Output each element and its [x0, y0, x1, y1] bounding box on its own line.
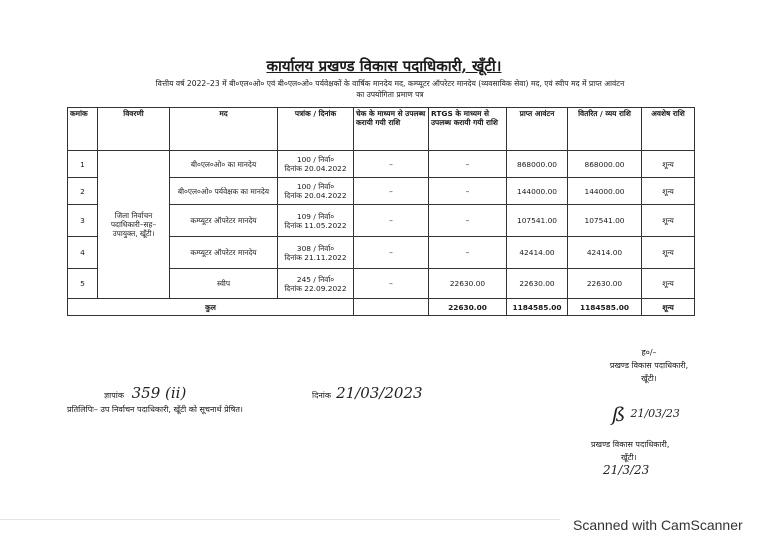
cell-cheque: – — [354, 269, 429, 299]
cell-spent: 107541.00 — [568, 205, 642, 237]
cell-received: 868000.00 — [507, 151, 568, 178]
ref-number: 308 / निर्वा० — [296, 243, 335, 253]
ref-date: दिनांक 20.04.2022 — [284, 164, 347, 173]
cell-spent: 22630.00 — [568, 269, 642, 299]
signature-date: 21/03/23 — [630, 407, 680, 420]
cell-balance: शून्य — [642, 205, 695, 237]
signed-mark: ह०/– — [641, 348, 657, 357]
total-balance: शून्य — [642, 299, 695, 316]
cell-cheque: – — [354, 237, 429, 269]
signatory-designation: प्रखण्ड विकास पदाधिकारी, — [609, 361, 689, 370]
cell-sn: 3 — [68, 205, 98, 237]
total-label: कुल — [68, 299, 354, 316]
ref-number: 109 / निर्वा० — [296, 211, 335, 221]
col-header-spent: वितरित / व्यय राशि — [568, 108, 642, 151]
cell-received: 107541.00 — [507, 205, 568, 237]
total-spent: 1184585.00 — [568, 299, 642, 316]
page-edge-line — [0, 519, 560, 520]
memo-label: ज्ञापांक — [104, 391, 124, 400]
signatory-designation-2: प्रखण्ड विकास पदाधिकारी, — [591, 440, 670, 449]
handwritten-date: 21/3/23 — [603, 463, 650, 477]
ref-date: दिनांक 21.11.2022 — [284, 252, 347, 262]
certificate-subtitle — [60, 78, 720, 100]
cell-vivarni: जिला निर्वाचन पदाधिकारी–सह–उपायुक्त, खूँटी। — [98, 151, 170, 299]
cell-mad: कम्प्यूटर ऑपरेटर मानदेय — [170, 205, 278, 237]
col-header-cheque: चेक के माध्यम से उपलब्ध करायी गयी राशि — [354, 108, 429, 151]
cell-mad: कम्प्यूटर ऑपरेटर मानदेय — [170, 237, 278, 269]
cell-ref — [278, 269, 354, 299]
ref-number: 100 / निर्वा० — [296, 155, 335, 164]
col-header-ref: पत्रांक / दिनांक — [278, 108, 354, 151]
cell-cheque: – — [354, 151, 429, 178]
cell-received: 22630.00 — [507, 269, 568, 299]
ref-number: 100 / निर्वा० — [296, 182, 335, 191]
cell-ref — [278, 151, 354, 178]
memo-date-value: 21/03/2023 — [336, 384, 423, 402]
signatory-place-2: खूँटी। — [621, 453, 637, 462]
table-row — [68, 151, 695, 178]
memo-date-label: दिनांक — [312, 391, 331, 400]
subtitle-line-1: वित्तीय वर्ष 2022–23 में बी०एल०ओ० एवं बी०एल०ओ० पर्यवेक्षकों के वार्षिक मानदेय मद, कम्प्यूटर ऑपरेटर मानदेय (व्यवसायिक सेवा) मद, एवं स्वीप मद में प्राप्त आवंटन — [155, 79, 625, 88]
memo-date — [312, 384, 423, 402]
office-title: कार्यालय प्रखण्ड विकास पदाधिकारी, खूँटी। — [266, 57, 502, 75]
cell-balance: शून्य — [642, 178, 695, 205]
cell-spent: 42414.00 — [568, 237, 642, 269]
ref-date: दिनांक 20.04.2022 — [284, 191, 347, 200]
total-received: 1184585.00 — [507, 299, 568, 316]
col-header-sn: कमांक — [68, 108, 98, 151]
cell-rtgs: 22630.00 — [429, 269, 507, 299]
subtitle-line-2: का उपयोगिता प्रमाण पत्र — [356, 90, 424, 99]
col-header-rtgs: RTGS के माध्यम से उपलब्ध करायी गयी राशि — [429, 108, 507, 151]
cell-received: 42414.00 — [507, 237, 568, 269]
signature-initials: ß — [612, 402, 626, 426]
ref-number: 245 / निर्वा० — [296, 274, 335, 284]
cell-ref — [278, 237, 354, 269]
cell-sn: 2 — [68, 178, 98, 205]
cell-balance: शून्य — [642, 237, 695, 269]
cell-mad: बी०एल०ओ० का मानदेय — [170, 151, 278, 178]
table-header-row — [68, 108, 695, 151]
col-header-balance: अवशेष राशि — [642, 108, 695, 151]
cell-received: 144000.00 — [507, 178, 568, 205]
signatory-place: खूँटी। — [641, 374, 657, 383]
memo-reference — [104, 384, 186, 402]
cell-rtgs: – — [429, 237, 507, 269]
cell-mad: स्वीप — [170, 269, 278, 299]
cell-rtgs: – — [429, 178, 507, 205]
scanner-watermark: Scanned with CamScanner — [573, 517, 743, 533]
cell-rtgs: – — [429, 151, 507, 178]
cell-balance: शून्य — [642, 151, 695, 178]
cell-sn: 1 — [68, 151, 98, 178]
ref-date: दिनांक 22.09.2022 — [284, 283, 347, 293]
copy-to-line: प्रतिलिपिः– उप निर्वाचन पदाधिकारी, खूँटी को सूचनार्थ प्रेषित। — [67, 405, 243, 414]
cell-rtgs: – — [429, 205, 507, 237]
cell-ref — [278, 178, 354, 205]
utilization-table — [67, 107, 695, 316]
col-header-vivarni: विवरणी — [98, 108, 170, 151]
signature-block-2 — [591, 438, 669, 477]
col-header-received: प्राप्त आवंटन — [507, 108, 568, 151]
col-header-mad: मद — [170, 108, 278, 151]
cell-sn: 4 — [68, 237, 98, 269]
total-cheque — [354, 299, 429, 316]
total-rtgs: 22630.00 — [429, 299, 507, 316]
cell-balance: शून्य — [642, 269, 695, 299]
memo-number: 359 (ii) — [131, 384, 187, 402]
cell-spent: 868000.00 — [568, 151, 642, 178]
cell-cheque: – — [354, 205, 429, 237]
signature-block-1 — [594, 346, 704, 385]
table-total-row — [68, 299, 695, 316]
cell-sn: 5 — [68, 269, 98, 299]
cell-cheque: – — [354, 178, 429, 205]
ref-date: दिनांक 11.05.2022 — [284, 220, 347, 230]
handwritten-signature — [612, 402, 680, 426]
cell-mad: बी०एल०ओ० पर्यवेक्षक का मानदेय — [170, 178, 278, 205]
cell-ref — [278, 205, 354, 237]
cell-spent: 144000.00 — [568, 178, 642, 205]
